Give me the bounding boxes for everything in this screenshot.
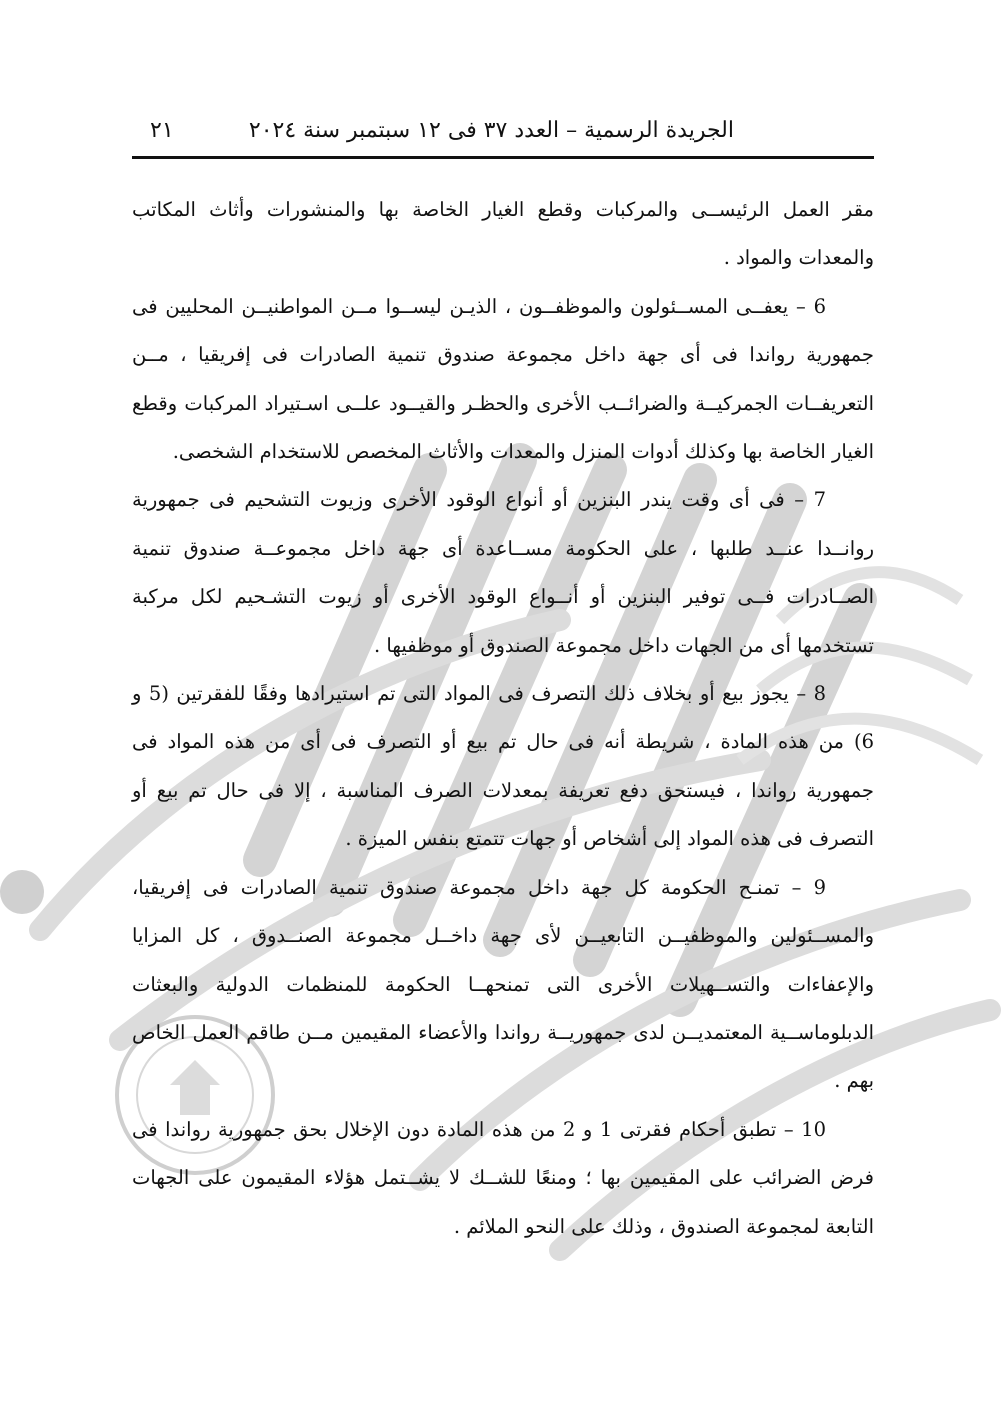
page-number: ٢١ bbox=[150, 118, 174, 143]
paragraph-6: 6 – يعفــى المســئولون والموظفــون ، الذيـن ليســوا مــن المواطنيــن المحليين فى جمهورية رواندا فى أى جهة داخل مجموعة صندوق تنمية الصادرات فى إفريقيا ، مــن التعريفــات الجمركيــة والضرائــب الأخرى والحظـر والقيــود علــى اسـتيراد المركبات وقطع الغيار الخاصة بها وكذلك أدوات المنزل والمعدات والأثاث المخصص للاستخدام الشخصى. bbox=[132, 294, 874, 464]
paragraph-8: 8 – يجوز بيع أو بخلاف ذلك التصرف فى المواد التى تم استيرادها وفقًا للفقرتين (5 و 6) من هذه المادة ، شريطة أنه فى حال تم بيع أو التصرف فى أى من هذه المواد فى جمهورية رواندا ، فيستحق دفع تعريفة بمعدلات الصرف المناسبة ، إلا فى حال تم بيع أو التصرف فى هذه المواد إلى أشخاص أو جهات تتمتع بنفس الميزة . bbox=[132, 682, 874, 851]
paragraph-9: 9 – تمنـح الحكومة كل جهة داخل مجموعة صندوق تنمية الصادرات فى إفريقيا، والمســئولين والموظفيــن التابعيــن لأى جهة داخــل مجموعة الصنــدوق ، كل المزايا والإعفاءات والتســهيلات الأخرى التى تمنحهــا الحكومة للمنظمات الدولية والبعثات الدبلوماســية المعتمديــن لدى جمهوريــة رواندا والأعضاء المقيمين مــن طاقم العمل الخاص بهم . bbox=[132, 875, 874, 1093]
paragraph-10: 10 – تطبق أحكام فقرتى 1 و 2 من هذه المادة دون الإخلال بحق جمهورية رواندا فى فرض الضرائب على المقيمين بها ؛ ومنعًا للشــك لا يشــتمل هؤلاء المقيمون على الجهات التابعة لمجموعة الصندوق ، وذلك على النحو الملائم . bbox=[132, 1117, 874, 1238]
header-title: الجريدة الرسمية – العدد ٣٧ فى ١٢ سبتمبر سنة ٢٠٢٤ bbox=[248, 118, 734, 143]
paragraph-continuation: مقر العمل الرئيســى والمركبات وقطع الغيار الخاصة بها والمنشورات وأثاث المكاتب والمعدات والمواد . bbox=[132, 198, 874, 270]
watermark-dot bbox=[0, 870, 44, 914]
header-divider bbox=[132, 156, 874, 159]
page-header bbox=[132, 112, 874, 152]
document-body bbox=[132, 186, 874, 1251]
paragraph-7: 7 – فى أى وقت يندر البنزين أو أنواع الوقود الأخرى وزيوت التشحيم فى جمهورية روانــدا عنــد طلبها ، على الحكومة مســاعدة أى جهة داخل مجموعــة صندوق تنمية الصــادرات فــى توفير البنزين أو أنــواع الوقود الأخرى أو زيوت التشـحيم لكل مركبة تستخدمها أى من الجهات داخل مجموعة الصندوق أو موظفيها . bbox=[132, 488, 874, 657]
